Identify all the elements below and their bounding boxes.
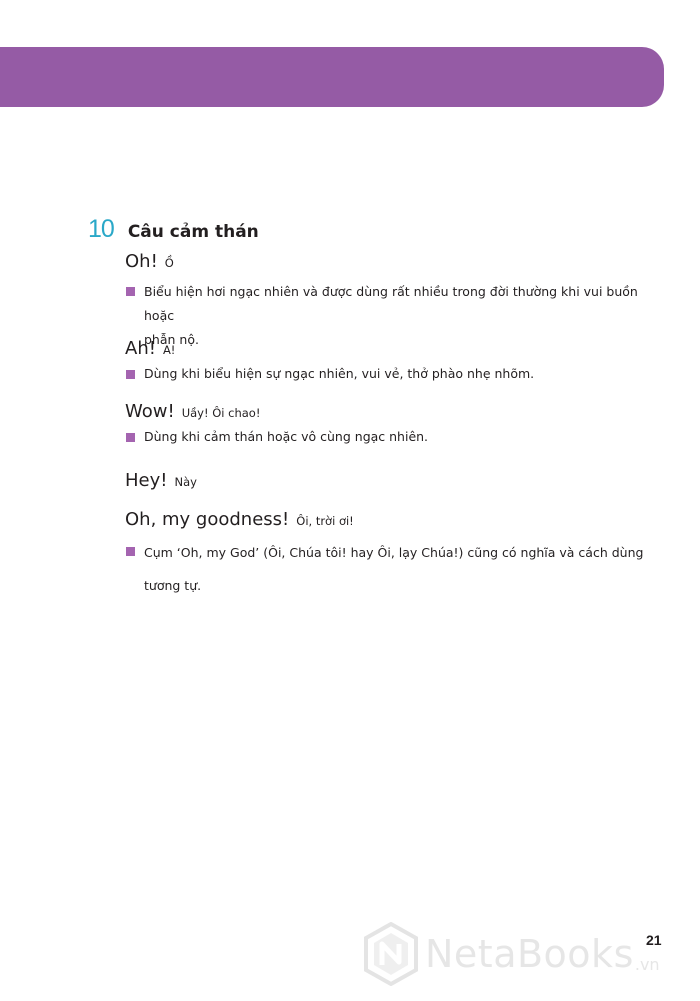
expression-line bbox=[125, 338, 665, 359]
meaning: Ồ bbox=[164, 256, 174, 270]
section-number: 10 bbox=[88, 215, 114, 243]
section-title: Câu cảm thán bbox=[127, 222, 259, 242]
watermark-suffix: .vn bbox=[634, 955, 660, 974]
bullet-square-icon bbox=[126, 287, 135, 296]
entry-oh-my-goodness bbox=[125, 509, 665, 602]
expression-line bbox=[125, 251, 665, 272]
bullet-item bbox=[125, 366, 665, 381]
page-number: 21 bbox=[646, 932, 662, 948]
entry-wow bbox=[125, 401, 665, 444]
entry-hey bbox=[125, 470, 665, 491]
meaning: A! bbox=[162, 343, 176, 357]
watermark-text: NetaBooks bbox=[425, 932, 634, 976]
meaning: Ôi, trời ơi! bbox=[296, 514, 354, 528]
section-heading bbox=[88, 215, 259, 244]
bullet-text: Dùng khi biểu hiện sự ngạc nhiên, vui vẻ, thở phào nhẹ nhõm. bbox=[144, 366, 535, 381]
expression-line bbox=[125, 470, 665, 491]
expression: Ah! bbox=[125, 338, 156, 359]
bullet-text-line2: tương tự. bbox=[144, 578, 202, 593]
meaning: Uầy! Ôi chao! bbox=[181, 406, 261, 420]
entry-oh bbox=[125, 251, 665, 352]
expression-line bbox=[125, 401, 665, 422]
expression: Oh, my goodness! bbox=[125, 509, 290, 530]
bullet-text-line1: Cụm ‘Oh, my God’ (Ôi, Chúa tôi! hay Ôi, lạy Chúa!) cũng có nghĩa và cách dùng bbox=[144, 545, 644, 560]
meaning: Này bbox=[174, 475, 197, 489]
bullet-text-line1: Biểu hiện hơi ngạc nhiên và được dùng rất nhiều trong đời thường khi vui buồn hoặc bbox=[144, 284, 638, 323]
bullet-item bbox=[125, 429, 665, 444]
watermark bbox=[363, 922, 660, 986]
expression: Wow! bbox=[125, 401, 175, 422]
header-band bbox=[0, 47, 664, 107]
netabooks-n-logo-icon bbox=[363, 922, 419, 986]
bullet-square-icon bbox=[126, 547, 135, 556]
expression-line bbox=[125, 509, 665, 530]
expression: Oh! bbox=[125, 251, 158, 272]
bullet-item bbox=[125, 536, 665, 602]
entry-ah bbox=[125, 338, 665, 381]
expression: Hey! bbox=[125, 470, 168, 491]
bullet-square-icon bbox=[126, 370, 135, 379]
bullet-square-icon bbox=[126, 433, 135, 442]
bullet-text-line2: phẫn nộ. bbox=[144, 332, 199, 347]
bullet-text: Dùng khi cảm thán hoặc vô cùng ngạc nhiên. bbox=[144, 429, 429, 444]
